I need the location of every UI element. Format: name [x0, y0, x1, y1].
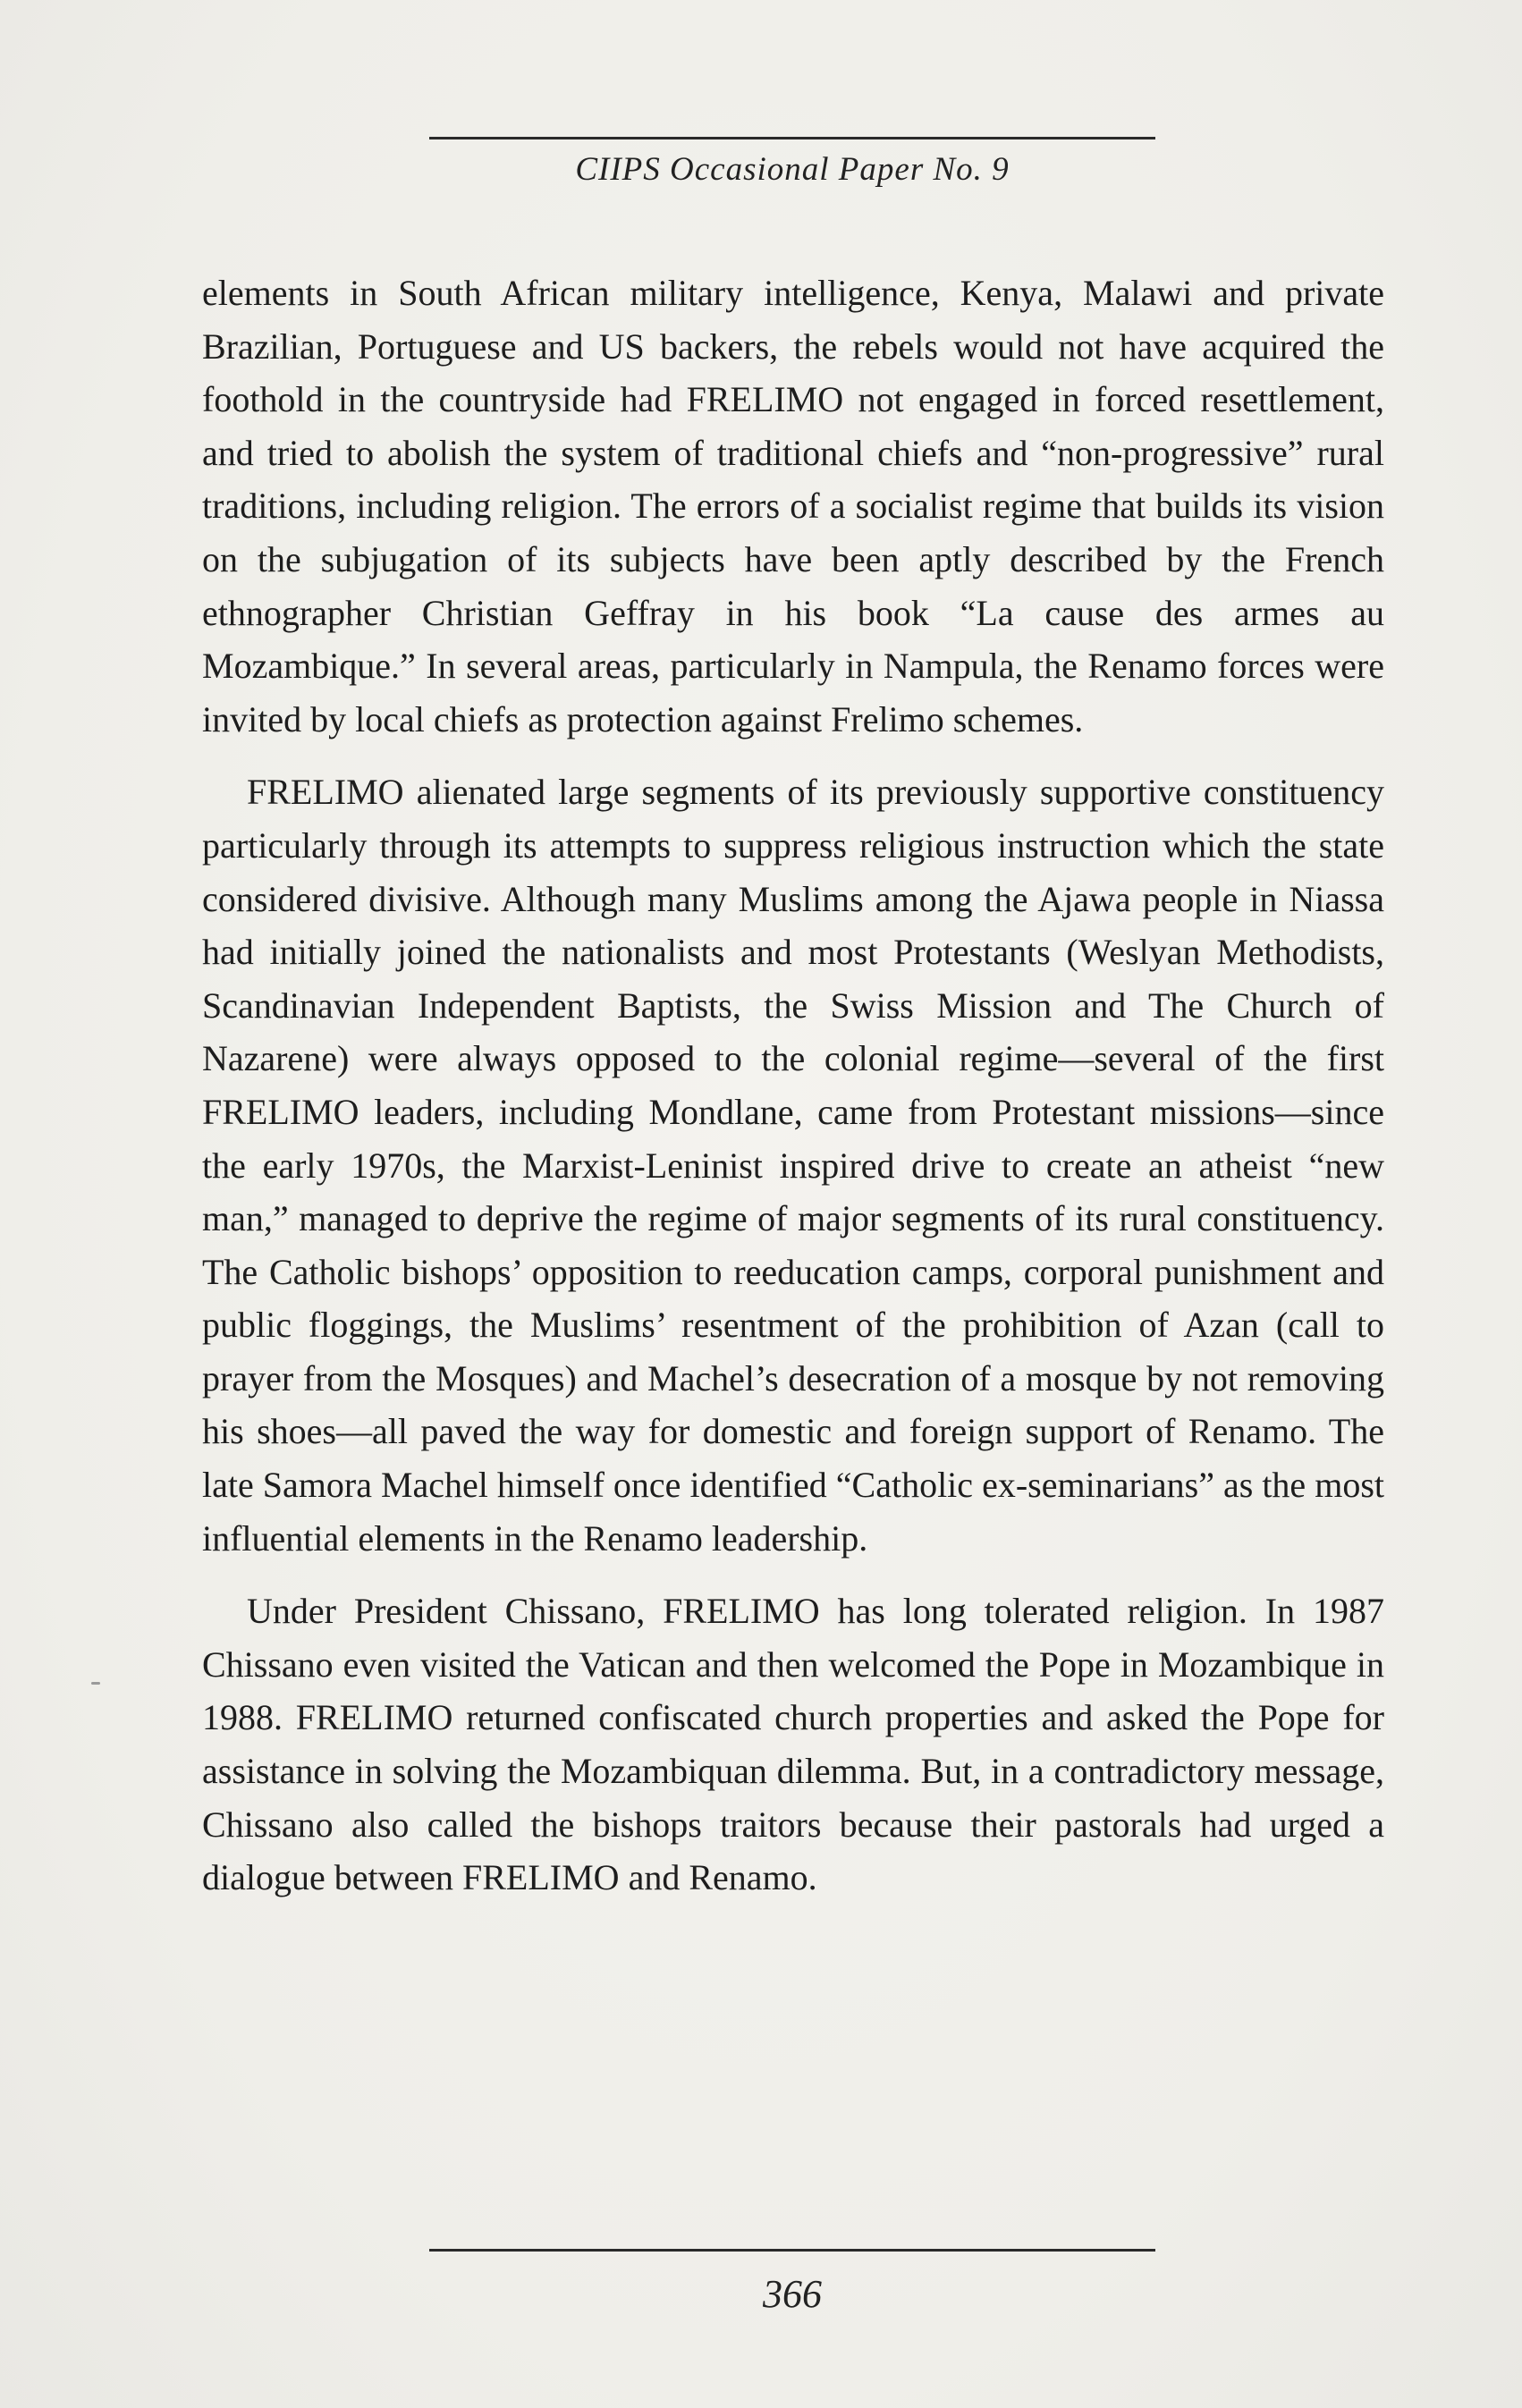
paragraph-1: elements in South African military intelligence, Kenya, Malawi and private Brazilian, Portuguese and US backers, the rebels would not have acquired the foothold in the countryside had FRELIMO not engaged in forced resettlement, and tried to abolish the system of traditional chiefs and “non-progressive” rural traditions, including religion. The errors of a socialist regime that builds its vision on the subjugation of its subjects have been aptly described by the French ethnographer Christian Geffray in his book “La cause des armes au Mozambique.” In several areas, particularly in Nampula, the Renamo forces were invited by local chiefs as protection against Frelimo schemes.: [202, 273, 1384, 739]
body-text: [202, 266, 1384, 1924]
page-number: 366: [763, 2272, 822, 2316]
paragraph-3: Under President Chissano, FRELIMO has long tolerated religion. In 1987 Chissano even visited the Vatican and then welcomed the Pope in Mozambique in 1988. FRELIMO returned confiscated church properties and asked the Pope for assistance in solving the Mozambiquan dilemma. But, in a contradictory message, Chissano also called the bishops traitors because their pastorals had urged a dialogue between FRELIMO and Renamo.: [202, 1591, 1384, 1898]
footer-rule: [429, 2249, 1155, 2252]
paragraph-2: FRELIMO alienated large segments of its previously supportive constituency particularly through its attempts to suppress religious instruction which the state considered divisive. Although many Muslims among the Ajawa people in Niassa had initially joined the nationalists and most Protestants (Weslyan Methodists, Scandinavian Independent Baptists, the Swiss Mission and The Church of Nazarene) were always opposed to the colonial regime—several of the first FRELIMO leaders, including Mondlane, came from Protestant missions—since the early 1970s, the Marxist-Leninist inspired drive to create an atheist “new man,” managed to deprive the regime of major segments of its rural constituency. The Catholic bishops’ opposition to reeducation camps, corporal punishment and public floggings, the Muslims’ resentment of the prohibition of Azan (call to prayer from the Mosques) and Machel’s desecration of a mosque by not removing his shoes—all paved the way for domestic and foreign support of Renamo. The late Samora Machel himself once identified “Catholic ex-seminarians” as the most influential elements in the Renamo leadership.: [202, 772, 1384, 1559]
header-rule: [429, 137, 1155, 139]
running-title: CIIPS Occasional Paper No. 9: [575, 151, 1010, 188]
margin-speck: [91, 1682, 100, 1685]
